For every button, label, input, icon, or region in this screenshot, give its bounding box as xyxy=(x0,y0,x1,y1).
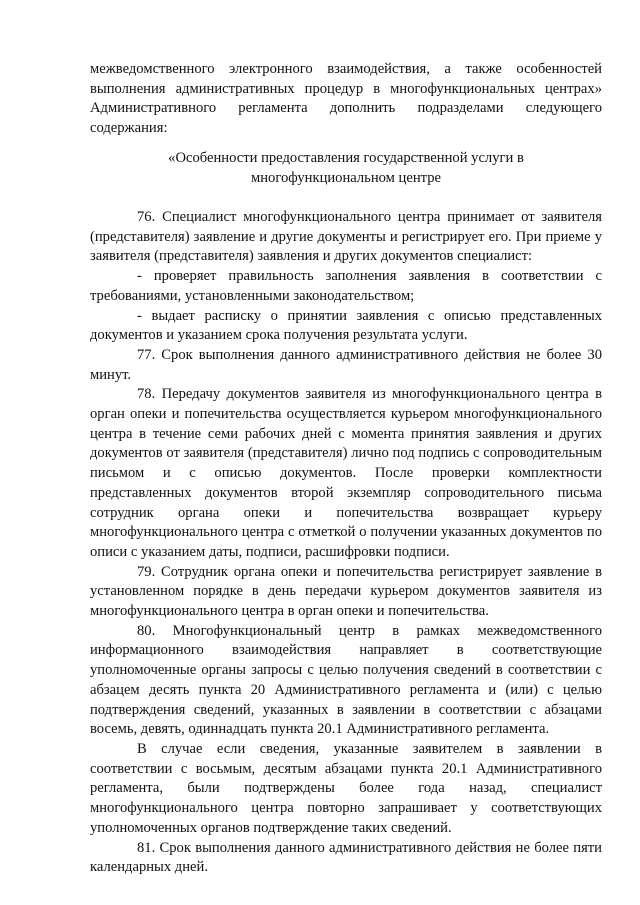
heading-line-2: многофункциональном центре xyxy=(251,169,441,186)
paragraph-76-item-1: - проверяет правильность заполнения заявления в соответствии с требованиями, установленными законодательством; xyxy=(90,268,602,304)
heading-line-1: «Особенности предоставления государственной услуги в xyxy=(168,150,524,166)
paragraph-80: 80. Многофункциональный центр в рамках межведомственного информационного взаимодействия направляет в соответствующие уполномоченные органы запросы с целью получения сведений в соответствии с абзацем десять пункта 20 Административного регламента и (или) с целью подтверждения сведений, указанных в заявлении в соответствии с абзацами восемь, девять, одиннадцать пункта 20.1 Административного регламента. xyxy=(90,622,602,738)
paragraph-79: 79. Сотрудник органа опеки и попечительства регистрирует заявление в установленном порядке в день передачи курьером документов заявителя из многофункционального центра в орган опеки и попечительства. xyxy=(90,563,602,620)
paragraph-76-item-2: - выдает расписку о принятии заявления с описью представленных документов и указанием срока получения результата услуги. xyxy=(90,307,602,344)
paragraph-77: 77. Срок выполнения данного административного действия не более 30 минут. xyxy=(90,346,602,383)
paragraph-76: 76. Специалист многофункционального центра принимает от заявителя (представителя) заявление и другие документы и регистрирует его. При приеме у заявителя (представителя) заявления и других документов специалист: xyxy=(90,209,602,265)
intro-text: межведомственного электронного взаимодействия, а также особенностей выполнения административных процедур в многофункциональных центрах» Административного регламента дополнить подразделами следующего содержания: xyxy=(90,61,602,137)
paragraph-81: 81. Срок выполнения данного административного действия не более пяти календарных дней. xyxy=(90,839,602,876)
paragraph-78: 78. Передачу документов заявителя из многофункционального центра в орган опеки и попечительства осуществляется курьером многофункционального центра в течение семи рабочих дней с момента принятия заявления и других документов от заявителя (представителя) лично под подпись с сопроводительным письмом и с описью документов. После проверки комплектности представленных документов второй экземпляр сопроводительного письма сотрудник органа опеки и попечительства возвращает курьеру многофункционального центра с отметкой о получении указанных документов по описи с указанием даты, подписи, расшифровки подписи. xyxy=(90,386,602,560)
paragraph-80-continuation: В случае если сведения, указанные заявителем в заявлении в соответствии с восьмым, десятым абзацами пункта 20.1 Административного регламента, были подтверждены более года назад, специалист многофункционального центра повторно запрашивает у соответствующих уполномоченных органов подтверждение таких сведений. xyxy=(90,740,602,836)
intro-paragraph xyxy=(90,60,602,139)
document-body xyxy=(90,208,602,878)
section-heading xyxy=(90,149,602,188)
